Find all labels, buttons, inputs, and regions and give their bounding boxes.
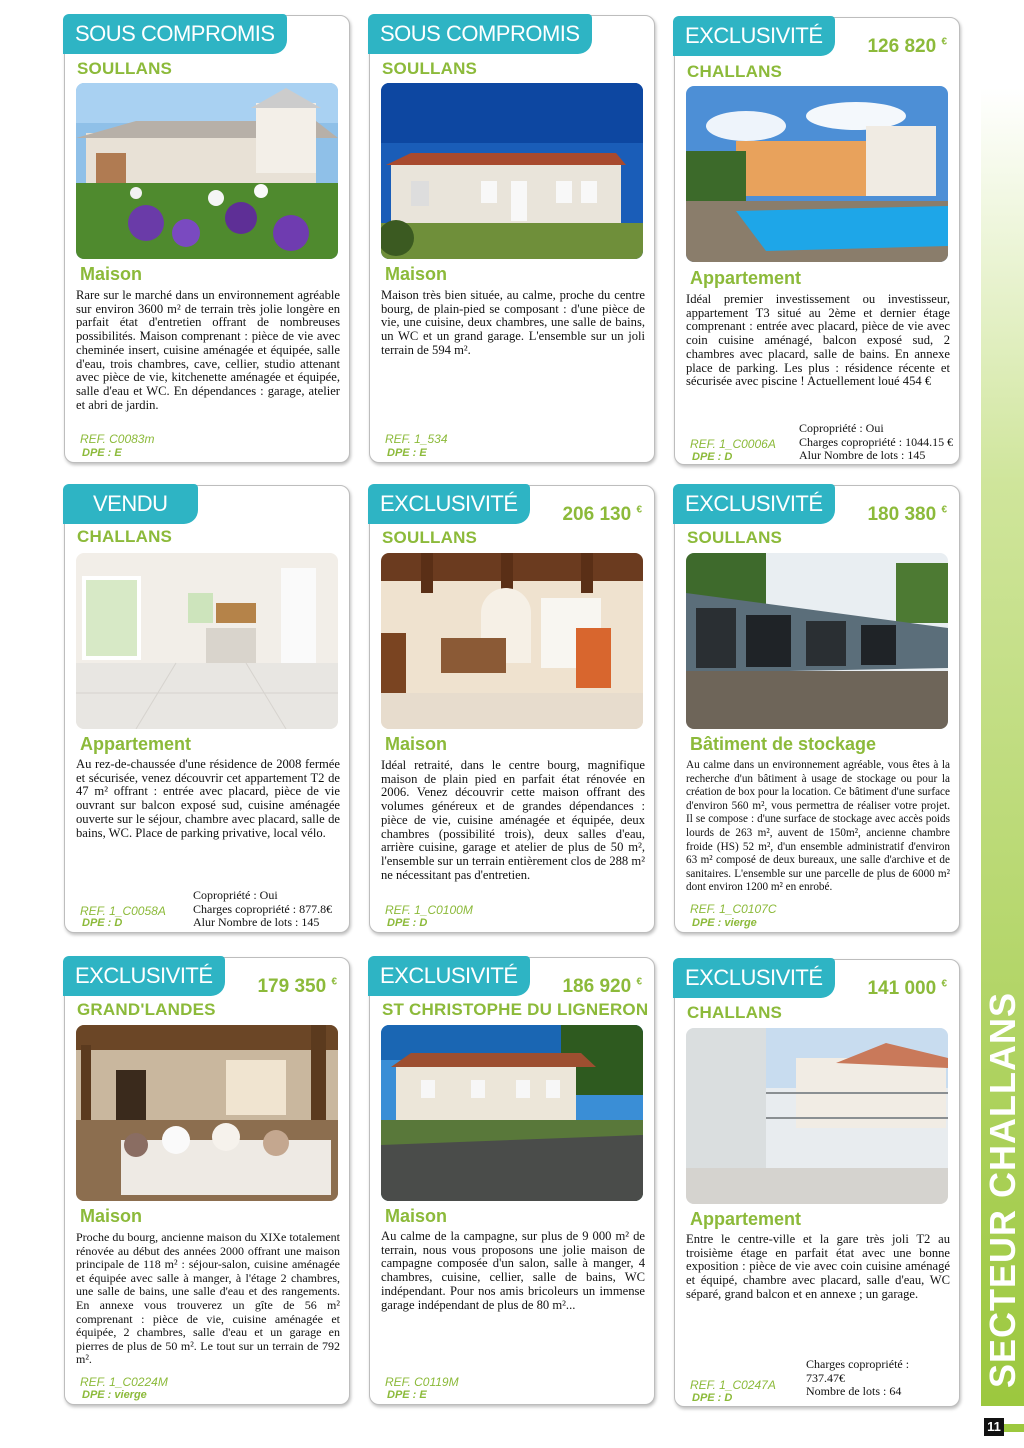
sitting-room-image (76, 1025, 338, 1201)
dpe-rating: DPE : D (692, 451, 733, 463)
property-type: Appartement (690, 1209, 802, 1229)
property-card-9[interactable] (674, 959, 960, 1407)
dpe-rating: DPE : vierge (692, 917, 757, 929)
property-card-8[interactable] (369, 957, 655, 1405)
property-type: Maison (80, 264, 143, 284)
property-ref: REF. 1_C0107C (690, 902, 777, 916)
property-description: Rare sur le marché dans un environnement agréable sur environ 3600 m² de terrain très jolie longère en parfait état d'entretien offrant de nombreuses possibilités. Maison comprenant : pièce de vie avec cheminée insert, cuisine aménagée et équipée, salle d'eau, trois chambres, cave, cellier, studio attenant avec pièce de vie, kitchenette aménagée et équipée, salle d'eau et WC. En dépendances : garage, atelier et abri de jardin. (76, 288, 340, 412)
lots-line: Alur Nombre de lots : 145 (799, 448, 926, 462)
property-description: Au rez-de-chaussée d'une résidence de 2008 fermée et sécurisée, venez découvrir cet appartement T2 de 47 m² offrant : entrée avec placard, pièce de vie ouvrant sur balcon exposé sud, cuisine aménagée ouverte sur le séjour, chambre avec placard, salle de bains, WC. Place de parking privative, local vélo. (76, 757, 340, 840)
copro-line: Copropriété : Oui (193, 888, 278, 902)
price-value: 179 350 (257, 976, 327, 997)
price-label (867, 36, 947, 58)
property-card-3[interactable] (674, 17, 960, 465)
lots-line: Nombre de lots : 64 (806, 1384, 902, 1398)
status-badge: EXCLUSIVITÉ (673, 16, 835, 56)
charges-amount: 737.47€ (806, 1370, 845, 1385)
currency-symbol: € (636, 976, 642, 988)
status-badge: EXCLUSIVITÉ (63, 956, 225, 996)
status-badge: VENDU (63, 484, 198, 524)
property-photo[interactable] (381, 83, 643, 259)
property-description: Idéal premier investissement ou investisseur, appartement T3 situé au 2ème et dernier étage comprenant : entrée avec placard, pièce de vie avec coin cuisine aménagé, balcon exposé sud, 2 chambres avec placard, salle de bains. En annexe place de parking. Les plus : résidence récente et sécurisée avec piscine ! Actuellement loué 454 € (686, 292, 950, 389)
charges-line: Charges copropriété : (806, 1357, 910, 1371)
apartment-interior-image (76, 553, 338, 729)
price-label (867, 504, 947, 526)
city-label: CHALLANS (77, 527, 173, 546)
copro-info (193, 889, 332, 930)
property-type: Maison (385, 264, 448, 284)
country-house-image (381, 1025, 643, 1201)
dpe-rating: DPE : E (82, 447, 122, 459)
status-badge: EXCLUSIVITÉ (368, 956, 530, 996)
property-card-1[interactable] (64, 15, 350, 463)
status-badge: SOUS COMPROMIS (63, 14, 287, 54)
dpe-rating: DPE : D (387, 917, 428, 929)
property-ref: REF. 1_C0224M (80, 1375, 168, 1389)
dpe-rating: DPE : E (387, 447, 427, 459)
dpe-rating: DPE : D (82, 917, 123, 929)
property-photo[interactable] (381, 1025, 643, 1201)
copro-line: Copropriété : Oui (799, 421, 884, 435)
price-label (562, 976, 642, 998)
charges-line: Charges copropriété : 1044.15 € (799, 434, 954, 449)
status-badge: EXCLUSIVITÉ (368, 484, 530, 524)
property-description: Proche du bourg, ancienne maison du XIXe totalement rénovée au début des années 2000 offrant une maison principale de 118 m² : séjour-salon, cuisine aménagée et équipée avec salle à manger, à l'étage 2 chambres, une salle de bains, une salle d'eau et des rangements. En annexe vous trouverez un gîte de 56 m² comprenant : pièce de vie, cuisine aménagée et équipée, 2 chambres, salle d'eau et un garage en pierres de plus de 50 m². Le tout sur un terrain de 792 m². (76, 1230, 340, 1367)
property-card-5[interactable] (369, 485, 655, 933)
property-ref: REF. C0083m (80, 432, 155, 446)
property-card-6[interactable] (674, 485, 960, 933)
property-type: Maison (385, 734, 448, 754)
city-label: SOULLANS (687, 528, 783, 547)
price-value: 186 920 (562, 976, 632, 997)
copro-info (806, 1358, 952, 1399)
house-image (381, 83, 643, 259)
city-label: SOULLANS (77, 59, 173, 78)
price-label (562, 504, 642, 526)
property-photo[interactable] (381, 553, 643, 729)
property-card-4[interactable] (64, 485, 350, 933)
price-value: 206 130 (562, 504, 632, 525)
property-description: Entre le centre-ville et la gare très joli T2 au troisième étage en parfait état avec une bonne exposition : pièce de vie avec coin cuisine aménagé et équipé, chambre avec placard, salle d'eau, WC séparé, grand balcon et en annexe ; un garage. (686, 1232, 950, 1301)
property-card-7[interactable] (64, 957, 350, 1405)
property-photo[interactable] (76, 553, 338, 729)
lots-line: Alur Nombre de lots : 145 (193, 915, 320, 929)
pool-residence-image (686, 86, 948, 262)
city-label: ST CHRISTOPHE DU LIGNERON (382, 1000, 649, 1019)
dpe-rating: DPE : vierge (82, 1389, 147, 1401)
status-badge: SOUS COMPROMIS (368, 14, 592, 54)
currency-symbol: € (331, 976, 337, 988)
property-ref: REF. 1_C0100M (385, 903, 473, 917)
property-photo[interactable] (686, 86, 948, 262)
price-value: 141 000 (867, 978, 937, 999)
house-garden-image (76, 83, 338, 259)
storage-building-image (686, 553, 948, 729)
page-number: 11 (984, 1418, 1004, 1436)
property-photo[interactable] (686, 1028, 948, 1204)
dpe-rating: DPE : E (387, 1389, 427, 1401)
city-label: GRAND'LANDES (77, 1000, 216, 1019)
property-card-2[interactable] (369, 15, 655, 463)
property-photo[interactable] (76, 1025, 338, 1201)
price-value: 126 820 (867, 36, 937, 57)
price-value: 180 380 (867, 504, 937, 525)
status-badge: EXCLUSIVITÉ (673, 958, 835, 998)
property-type: Maison (80, 1206, 143, 1226)
property-description: Maison très bien située, au calme, proche du centre bourg, de plain-pied se composant : d'une pièce de vie, une cuisine, deux chambres, une salle de bains, un WC et un grand garage. L'ensemble sur un joli terrain de 594 m². (381, 288, 645, 357)
property-ref: REF. C0119M (385, 1375, 459, 1389)
property-photo[interactable] (686, 553, 948, 729)
property-ref: REF. 1_C0058A (80, 904, 166, 918)
property-photo[interactable] (76, 83, 338, 259)
sector-title: SECTEUR CHALLANS (982, 991, 1023, 1388)
property-ref: REF. 1_C0247A (690, 1378, 776, 1392)
property-type: Bâtiment de stockage (690, 734, 877, 754)
property-type: Maison (385, 1206, 448, 1226)
city-label: CHALLANS (687, 62, 783, 81)
city-label: SOULLANS (382, 528, 478, 547)
living-room-image (381, 553, 643, 729)
currency-symbol: € (941, 36, 947, 48)
property-description: Au calme de la campagne, sur plus de 9 000 m² de terrain, nous vous proposons une jolie maison de campagne composée d'un salon, salle à manger, 4 chambres, cuisine, cellier, salle de bains, WC indépendant. Pour nos amis bricoleurs un immense garage indépendant de plus de 80 m²... (381, 1229, 645, 1312)
property-description: Idéal retraité, dans le centre bourg, magnifique maison de plain pied en parfait état rénovée en 2006. Venez découvrir cette maison offrant des volumes généreux et de grandes dépendances : pièce de vie, cuisine aménagée et équipée, deux chambres (possibilité trois), deux salles d'eau, arrière cuisine, garage et atelier de plus de 50 m², l'ensemble sur un terrain entièrement clos de 288 m² ne nécessitant pas d'entretien. (381, 758, 645, 882)
property-description: Au calme dans un environnement agréable, vous êtes à la recherche d'un bâtiment à usage de stockage ou pour la création de box pour la location. Ce bâtiment d'une surface d'environ 560 m², vous permettra de réaliser votre projet. Il se compose : d'une surface de stockage avec accès poids lourds de 263 m², auvent de 150m², ancienne chambre froide (HS) 52 m², d'un ensemble administratif d'environ 63 m² composé de deux bureaux, une salle d'archive et de sanitaires. L'ensemble sur une parcelle de plus de 6000 m² dont environ 1200 m² en enrobé. (686, 759, 950, 894)
price-label (257, 976, 337, 998)
currency-symbol: € (941, 978, 947, 990)
copro-info (799, 422, 953, 463)
city-label: SOULLANS (382, 59, 478, 78)
city-label: CHALLANS (687, 1003, 783, 1022)
status-badge: EXCLUSIVITÉ (673, 484, 835, 524)
property-ref: REF. 1_C0006A (690, 437, 776, 451)
property-type: Appartement (80, 734, 192, 754)
price-label (867, 978, 947, 1000)
balcony-view-image (686, 1028, 948, 1204)
currency-symbol: € (636, 504, 642, 516)
dpe-rating: DPE : D (692, 1392, 733, 1404)
page-number-bar (1004, 1424, 1024, 1432)
currency-symbol: € (941, 504, 947, 516)
property-type: Appartement (690, 268, 802, 288)
charges-line: Charges copropriété : 877.8€ (193, 901, 333, 916)
property-ref: REF. 1_534 (385, 432, 448, 446)
